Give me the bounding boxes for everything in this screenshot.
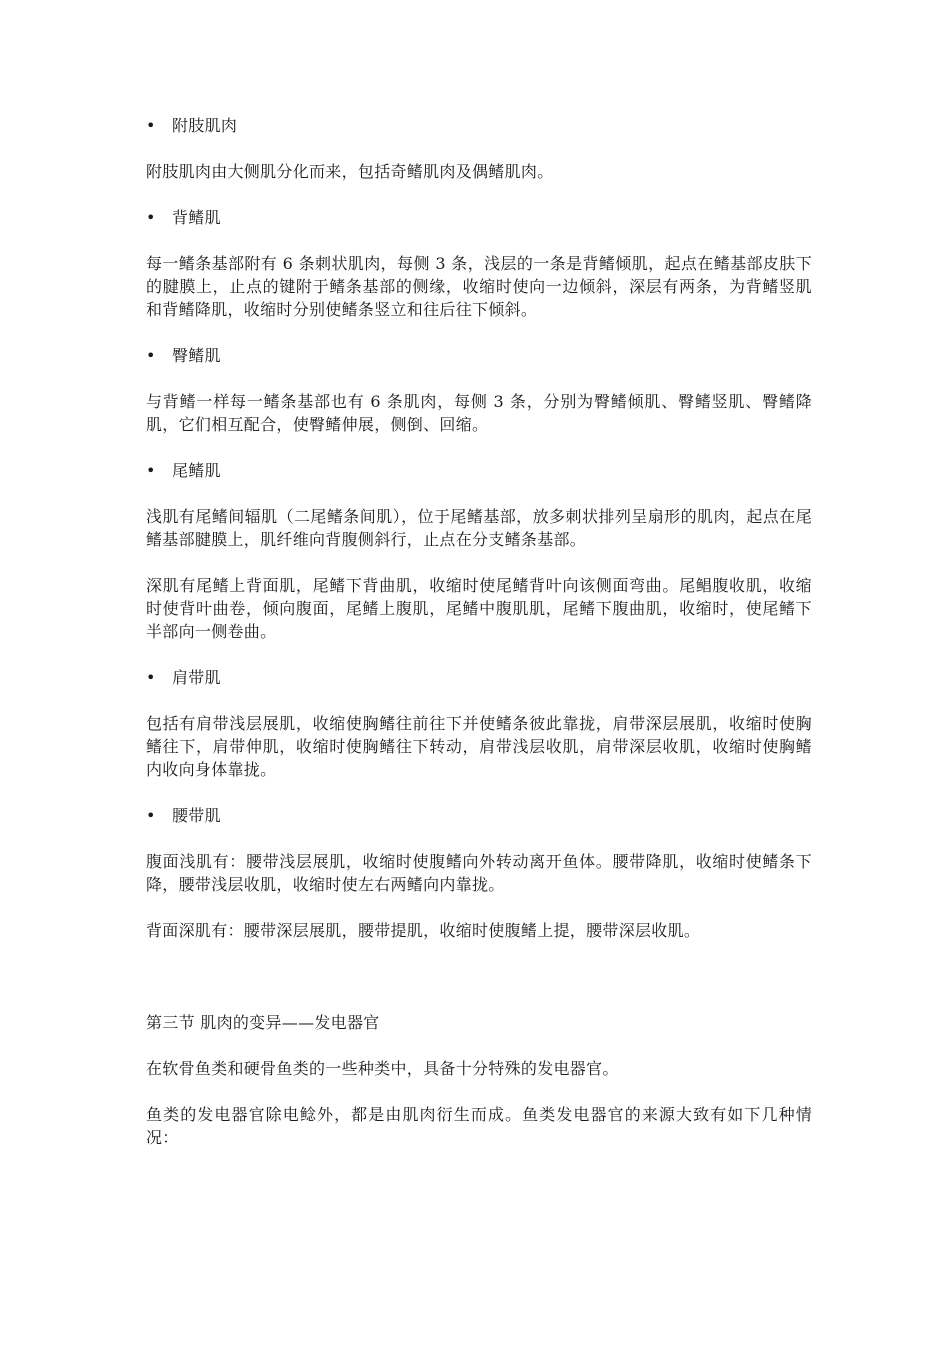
bullet-marker: • xyxy=(146,806,156,825)
bullet-item xyxy=(146,114,812,137)
bullet-heading: 附肢肌肉 xyxy=(172,116,238,135)
section-title: 第三节 肌肉的变异——发电器官 xyxy=(146,1013,380,1032)
bullet-item xyxy=(146,666,812,689)
bullet-heading: 臀鳍肌 xyxy=(172,346,221,365)
bullet-marker: • xyxy=(146,346,156,365)
bullet-item xyxy=(146,206,812,229)
bullet-marker: • xyxy=(146,116,156,135)
bullet-heading: 背鳍肌 xyxy=(172,208,221,227)
bullet-item xyxy=(146,804,812,827)
bullet-heading: 尾鳍肌 xyxy=(172,461,221,480)
paragraph: 鱼类的发电器官除电鲶外，都是由肌肉衍生而成。鱼类发电器官的来源大致有如下几种情况： xyxy=(146,1105,812,1147)
paragraph: 与背鳍一样每一鳍条基部也有 6 条肌肉，每侧 3 条，分别为臀鳍倾肌、臀鳍竖肌、臀鳍降肌，它们相互配合，使臀鳍伸展，侧倒、回缩。 xyxy=(146,392,812,434)
bullet-heading: 肩带肌 xyxy=(172,668,221,687)
bullet-item xyxy=(146,344,812,367)
section-spacer xyxy=(146,965,812,1011)
bullet-marker: • xyxy=(146,461,156,480)
paragraph: 包括有肩带浅层展肌，收缩使胸鳍往前往下并使鳍条彼此靠拢，肩带深层展肌，收缩时使胸鳍往下，肩带伸肌，收缩时使胸鳍往下转动，肩带浅层收肌，肩带深层收肌，收缩时使胸鳍内收向身体靠拢。 xyxy=(146,714,812,779)
paragraph: 在软骨鱼类和硬骨鱼类的一些种类中，具备十分特殊的发电器官。 xyxy=(146,1059,619,1078)
bullet-marker: • xyxy=(146,208,156,227)
paragraph: 每一鳍条基部附有 6 条刺状肌肉，每侧 3 条，浅层的一条是背鳍倾肌，起点在鳍基部皮肤下的腱膜上，止点的键附于鳍条基部的侧缘，收缩时使向一边倾斜，深层有两条，为背鳍竖肌和背鳍降肌，收缩时分别使鳍条竖立和往后往下倾斜。 xyxy=(146,254,812,319)
paragraph: 浅肌有尾鳍间辐肌（二尾鳍条间肌），位于尾鳍基部，放多刺状排列呈扇形的肌肉，起点在尾鳍基部腱膜上，肌纤维向背腹侧斜行，止点在分支鳍条基部。 xyxy=(146,507,812,549)
bullet-heading: 腰带肌 xyxy=(172,806,221,825)
paragraph: 附肢肌肉由大侧肌分化而来，包括奇鳍肌肉及偶鳍肌肉。 xyxy=(146,162,554,181)
paragraph: 深肌有尾鳍上背面肌，尾鳍下背曲肌，收缩时使尾鳍背叶向该侧面弯曲。尾鲳腹收肌，收缩时使背叶曲卷，倾向腹面，尾鳍上腹肌，尾鳍中腹肌肌，尾鳍下腹曲肌，收缩时，使尾鳍下半部向一侧卷曲。 xyxy=(146,576,812,641)
bullet-item xyxy=(146,459,812,482)
document-body xyxy=(146,114,812,1172)
bullet-marker: • xyxy=(146,668,156,687)
paragraph: 背面深肌有：腰带深层展肌，腰带提肌，收缩时使腹鳍上提，腰带深层收肌。 xyxy=(146,921,701,940)
paragraph: 腹面浅肌有：腰带浅层展肌，收缩时使腹鳍向外转动离开鱼体。腰带降肌，收缩时使鳍条下降，腰带浅层收肌，收缩时使左右两鳍向内靠拢。 xyxy=(146,852,812,894)
